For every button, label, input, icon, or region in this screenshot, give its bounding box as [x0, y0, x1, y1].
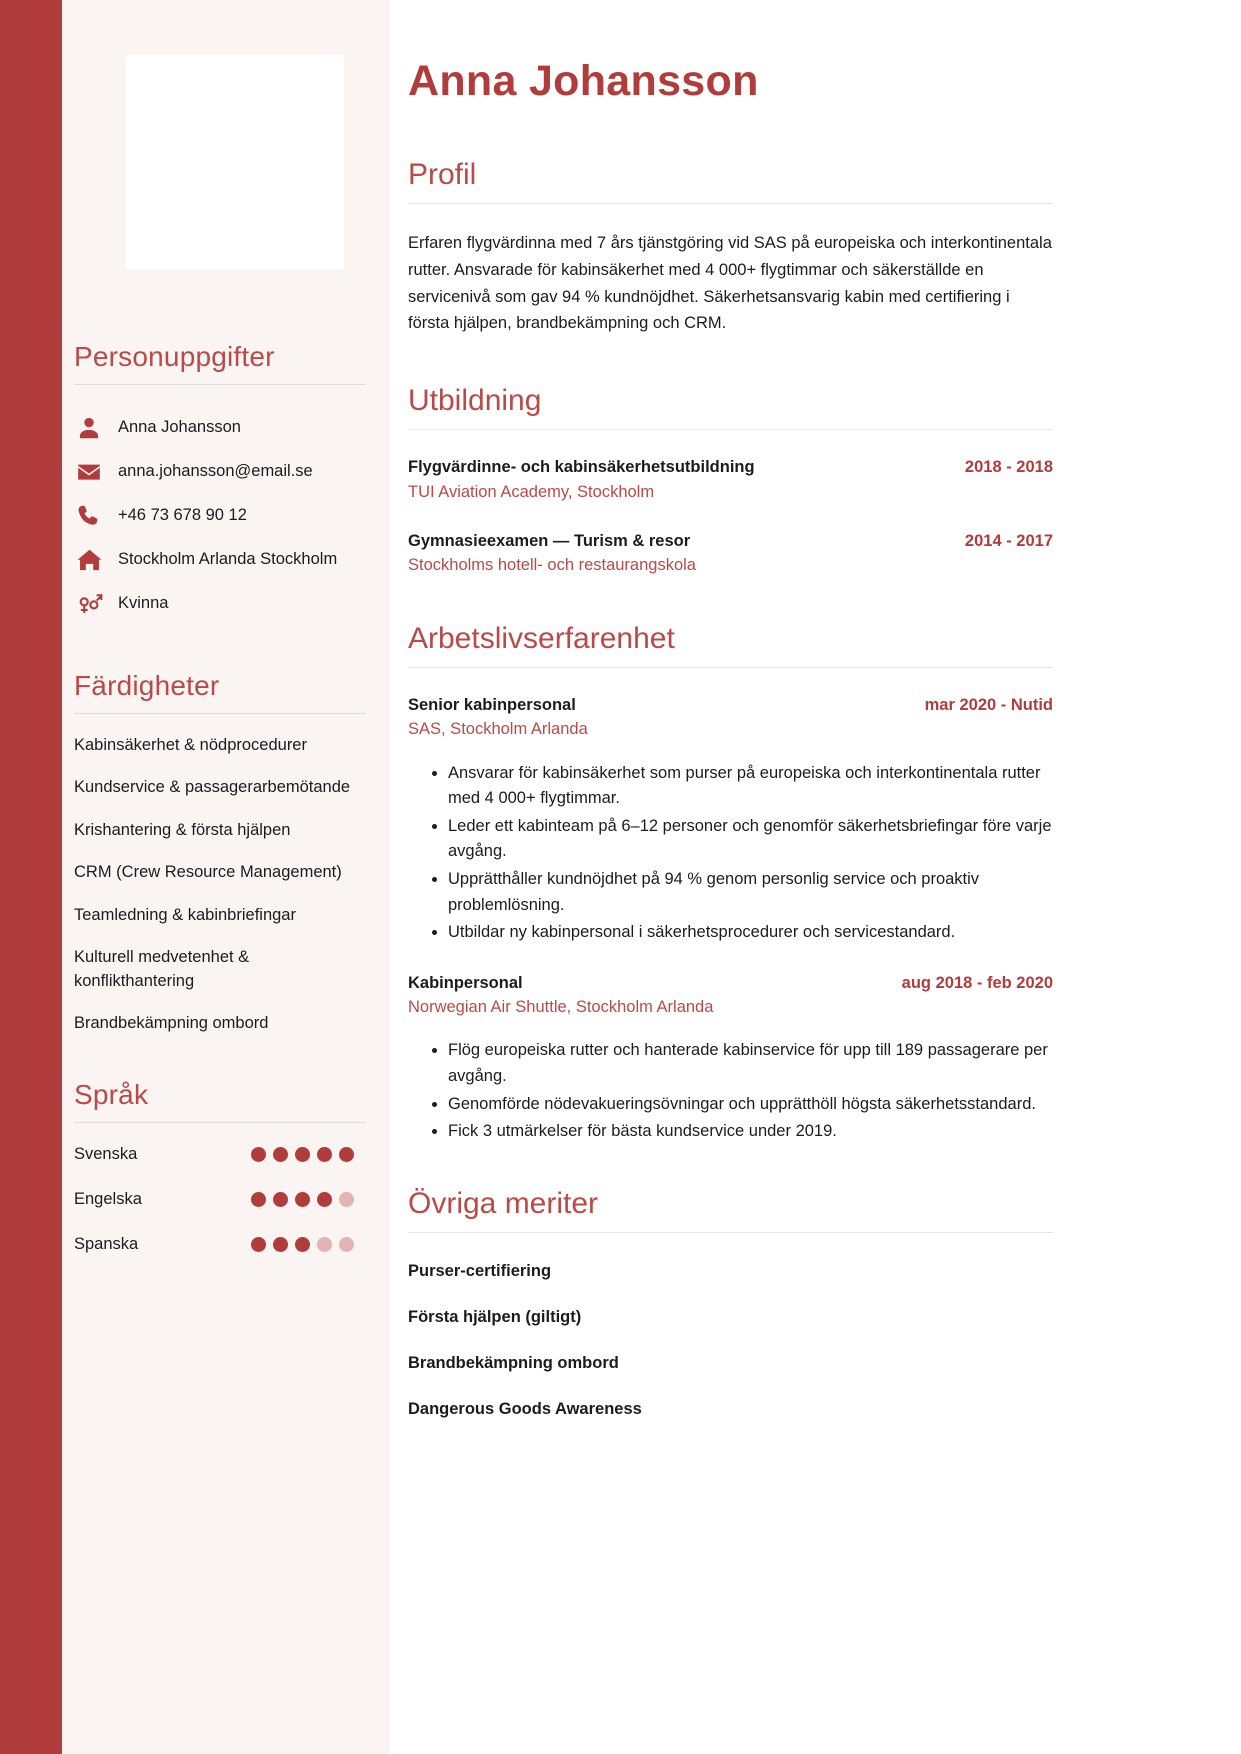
skill-item: Kundservice & passagerarbemötande — [74, 778, 351, 797]
skill-item: Teamledning & kabinbriefingar — [74, 905, 296, 924]
experience-entry — [408, 694, 1053, 946]
level-dot — [295, 1237, 310, 1252]
contact-value-email: anna.johansson@email.se — [118, 462, 313, 481]
merit-item: Purser-certifiering — [408, 1261, 552, 1280]
profile-text: Erfaren flygvärdinna med 7 års tjänstgöring vid SAS på europeiska och interkontinentala rutter. Ansvarade för kabinsäkerhet med 4 000+ flygtimmar och säkerställde en servicenivå som gav 94 % kundnöjdhet. Säkerhetsansvarig kabin med certifiering i första hjälpen, brandbekämpning och CRM. — [408, 234, 1052, 333]
language-name: Svenska — [74, 1145, 138, 1164]
left-accent-bar — [0, 0, 62, 1754]
education-entry-header — [408, 530, 1053, 553]
language-row — [74, 1145, 366, 1164]
contact-list — [74, 406, 366, 626]
education-organization: TUI Aviation Academy, Stockholm — [408, 482, 655, 501]
education-entry — [408, 530, 1053, 578]
education-title: Flygvärdinne- och kabinsäkerhetsutbildning — [408, 458, 755, 477]
contact-value-address: Stockholm Arlanda Stockholm — [118, 550, 338, 569]
level-dot — [251, 1147, 266, 1162]
merits-list — [408, 1262, 1053, 1419]
level-dot — [339, 1192, 354, 1207]
experience-title: Senior kabinpersonal — [408, 695, 576, 714]
level-dot — [317, 1237, 332, 1252]
experience-bullet: • Ansvarar för kabinsäkerhet som purser på europeiska och interkontinentala rutter med 4 000+ flygtimmar. — [448, 761, 1053, 812]
profile-divider — [408, 203, 1053, 204]
level-dot — [339, 1237, 354, 1252]
experience-date: aug 2018 - feb 2020 — [901, 973, 1053, 992]
language-level-dots — [251, 1147, 366, 1162]
phone-icon — [74, 503, 104, 529]
contact-row-gender — [74, 582, 366, 626]
language-level-dots — [251, 1237, 366, 1252]
experience-date: mar 2020 - Nutid — [924, 695, 1053, 714]
experience-organization: SAS, Stockholm Arlanda — [408, 720, 588, 739]
experience-bullet: • Genomförde nödevakueringsövningar och upprätthöll högsta säkerhetsstandard. — [448, 1092, 1053, 1118]
personal-details-divider — [74, 384, 366, 385]
education-date: 2014 - 2017 — [964, 532, 1053, 551]
language-name: Spanska — [74, 1235, 139, 1254]
page-title: Anna Johansson — [408, 57, 759, 105]
experience-bullets — [430, 1038, 1053, 1144]
experience-entry-header — [408, 694, 1053, 717]
level-dot — [273, 1237, 288, 1252]
education-title: Gymnasieexamen — Turism & resor — [408, 532, 691, 551]
envelope-icon — [74, 459, 104, 485]
language-name: Engelska — [74, 1190, 142, 1209]
level-dot — [295, 1192, 310, 1207]
merit-item: Brandbekämpning ombord — [408, 1353, 619, 1372]
other-merits-divider — [408, 1232, 1053, 1233]
language-row — [74, 1235, 366, 1254]
education-entry-header — [408, 456, 1053, 479]
experience-bullet: • Utbildar ny kabinpersonal i säkerhetsprocedurer och servicestandard. — [448, 920, 1053, 946]
skill-item: Krishantering & första hjälpen — [74, 820, 291, 839]
skills-heading: Färdigheter — [74, 670, 220, 701]
profile-photo-container — [74, 0, 366, 269]
level-dot — [273, 1192, 288, 1207]
languages-list — [74, 1145, 366, 1254]
level-dot — [251, 1237, 266, 1252]
experience-heading: Arbetslivserfarenhet — [408, 621, 675, 655]
contact-value-name: Anna Johansson — [118, 418, 241, 437]
skill-item: Brandbekämpning ombord — [74, 1013, 269, 1032]
experience-bullet: • Flög europeiska rutter och hanterade kabinservice för upp till 189 passagerare per avgång. — [448, 1038, 1053, 1089]
skill-item: CRM (Crew Resource Management) — [74, 863, 342, 882]
level-dot — [295, 1147, 310, 1162]
merit-item: Första hjälpen (giltigt) — [408, 1307, 582, 1326]
contact-value-gender: Kvinna — [118, 594, 169, 613]
contact-value-phone: +46 73 678 90 12 — [118, 506, 247, 525]
merit-item: Dangerous Goods Awareness — [408, 1399, 642, 1418]
experience-title: Kabinpersonal — [408, 973, 523, 992]
experience-entry — [408, 972, 1053, 1145]
experience-bullet: • Leder ett kabinteam på 6–12 personer och genomför säkerhetsbriefingar före varje avgång. — [448, 814, 1053, 865]
languages-divider — [74, 1122, 366, 1123]
level-dot — [317, 1192, 332, 1207]
profile-heading: Profil — [408, 158, 477, 192]
experience-bullet: • Fick 3 utmärkelser för bästa kundservice under 2019. — [448, 1119, 1053, 1145]
languages-heading: Språk — [74, 1079, 149, 1111]
language-level-dots — [251, 1192, 366, 1207]
gender-icon — [74, 591, 104, 618]
experience-bullets — [430, 761, 1053, 946]
home-icon — [74, 547, 104, 574]
skills-divider — [74, 713, 366, 714]
profile-photo-placeholder — [126, 55, 344, 269]
other-merits-heading: Övriga meriter — [408, 1186, 599, 1220]
level-dot — [251, 1192, 266, 1207]
main-content — [390, 0, 1241, 1754]
education-divider — [408, 429, 1053, 430]
language-row — [74, 1190, 366, 1209]
contact-row-address — [74, 538, 366, 582]
contact-row-email[interactable] — [74, 450, 366, 494]
skills-list — [74, 734, 366, 1035]
contact-row-phone[interactable] — [74, 494, 366, 538]
education-organization: Stockholms hotell- och restaurangskola — [408, 556, 696, 575]
skill-item: Kulturell medvetenhet & konflikthantering — [74, 948, 250, 990]
experience-divider — [408, 667, 1053, 668]
level-dot — [317, 1147, 332, 1162]
education-entry — [408, 456, 1053, 504]
contact-row-name — [74, 406, 366, 450]
level-dot — [273, 1147, 288, 1162]
personal-details-heading: Personuppgifter — [74, 341, 275, 372]
level-dot — [339, 1147, 354, 1162]
person-icon — [74, 415, 104, 441]
skill-item: Kabinsäkerhet & nödprocedurer — [74, 736, 307, 754]
experience-entry-header — [408, 972, 1053, 995]
experience-bullet: • Upprätthåller kundnöjdhet på 94 % genom personlig service och proaktiv problemlösning. — [448, 867, 1053, 918]
education-date: 2018 - 2018 — [964, 458, 1053, 477]
experience-organization: Norwegian Air Shuttle, Stockholm Arlanda — [408, 998, 714, 1017]
sidebar — [62, 0, 390, 1754]
education-heading: Utbildning — [408, 384, 542, 418]
